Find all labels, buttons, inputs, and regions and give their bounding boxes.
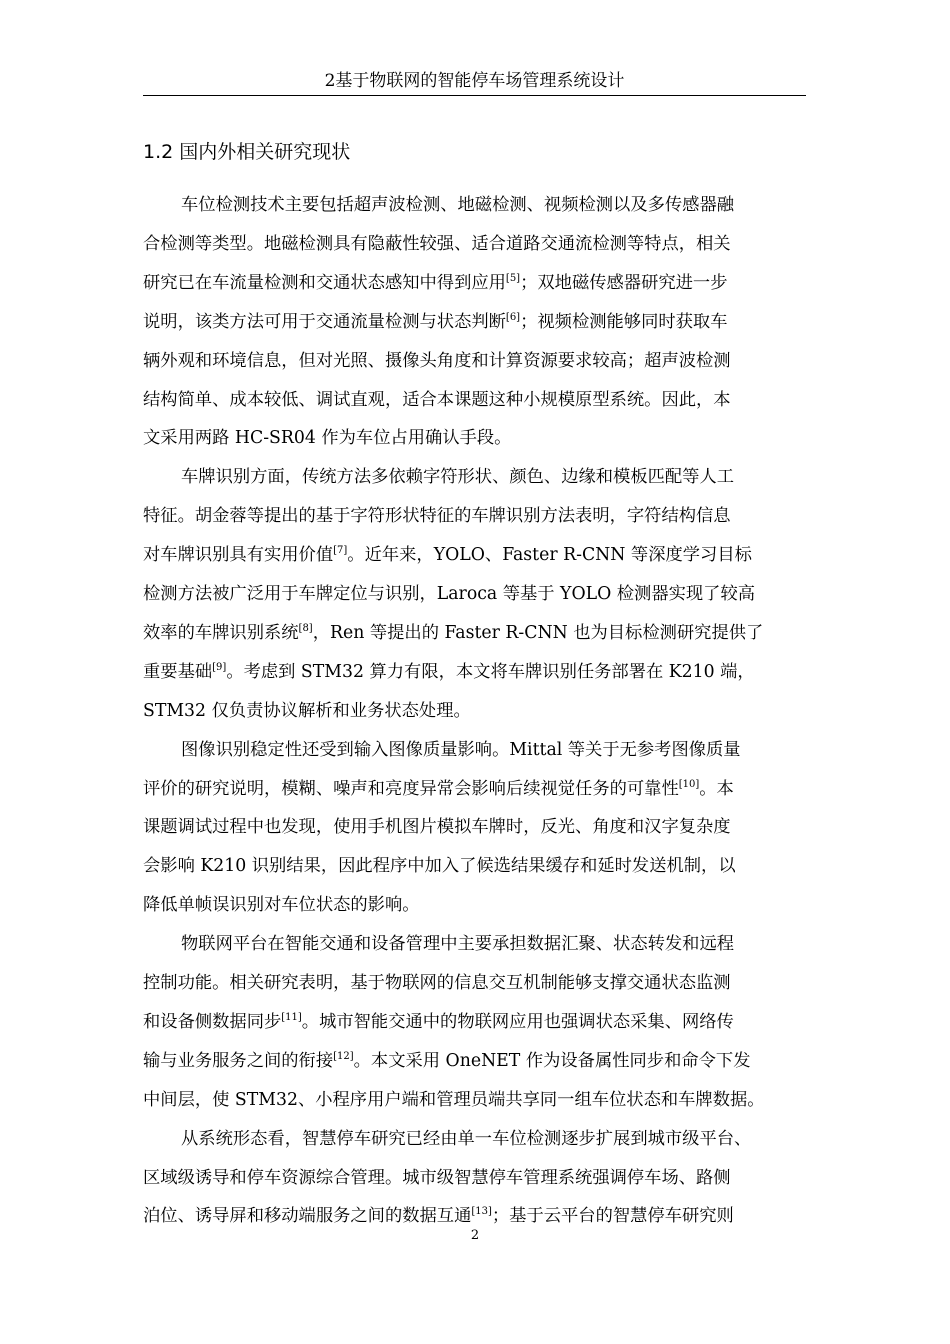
text-segment: 文采用两路 HC-SR04 作为车位占用确认手段。 — [143, 428, 512, 449]
text-segment: 泊位、诱导屏和移动端服务之间的数据互通 — [143, 1206, 472, 1227]
text-line — [143, 885, 420, 925]
text-line — [143, 535, 752, 575]
text-segment: 。本 — [699, 778, 734, 799]
text-line — [181, 924, 734, 964]
text-line — [143, 1002, 734, 1042]
citation-ref: [9] — [212, 661, 227, 673]
text-segment: 检测方法被广泛用于车牌定位与识别，Laroca 等基于 YOLO 检测器实现了较高 — [143, 584, 756, 604]
text-line — [143, 1041, 750, 1081]
text-line — [143, 1158, 731, 1198]
text-line — [143, 302, 727, 342]
text-segment: 说明，该类方法可用于交通流量检测与状态判断 — [143, 311, 506, 332]
text-segment: STM32 仅负责协议解析和业务状态处理。 — [143, 700, 471, 721]
running-header: 2基于物联网的智能停车场管理系统设计 — [324, 71, 625, 91]
text-segment: 会影响 K210 识别结果，因此程序中加入了候选结果缓存和延时发送机制，以 — [143, 856, 736, 877]
text-segment: 和设备侧数据同步 — [143, 1011, 282, 1032]
text-segment: 车牌识别方面，传统方法多依赖字符形状、颜色、边缘和模板匹配等人工 — [181, 467, 735, 488]
text-line — [143, 613, 763, 653]
text-line — [181, 730, 741, 770]
text-line — [143, 652, 755, 692]
citation-ref: [12] — [333, 1050, 354, 1062]
text-line — [143, 807, 731, 847]
text-line — [143, 496, 731, 536]
text-line — [143, 574, 755, 614]
text-segment: 。本文采用 OneNET 作为设备属性同步和命令下发 — [353, 1050, 751, 1071]
text-line — [143, 769, 734, 809]
text-segment: 评价的研究说明，模糊、噪声和亮度异常会影响后续视觉任务的可靠性 — [143, 778, 679, 799]
text-segment: 特征。胡金蓉等提出的基于字符形状特征的车牌识别方法表明，字符结构信息 — [143, 506, 731, 527]
text-segment: 控制功能。相关研究表明，基于物联网的信息交互机制能够支撑交通状态监测 — [143, 973, 731, 993]
page-number: 2 — [470, 1228, 480, 1243]
text-line — [181, 457, 734, 497]
text-segment: 效率的车牌识别系统 — [143, 622, 299, 643]
text-segment: 物联网平台在智能交通和设备管理中主要承担数据汇聚、状态转发和远程 — [181, 934, 735, 955]
text-segment: ，Ren 等提出的 Faster R-CNN 也为目标检测研究提供了 — [312, 622, 764, 643]
text-segment: ；双地磁传感器研究进一步 — [520, 272, 728, 293]
text-line — [143, 846, 736, 886]
text-line — [143, 380, 731, 420]
text-line — [143, 691, 471, 731]
text-segment: 。考虑到 STM32 算力有限，本文将车牌识别任务部署在 K210 端， — [226, 661, 755, 682]
text-segment: 辆外观和环境信息，但对光照、摄像头角度和计算资源要求较高；超声波检测 — [143, 350, 731, 371]
text-segment: ；视频检测能够同时获取车 — [520, 311, 728, 332]
text-line — [143, 418, 511, 458]
text-segment: 输与业务服务之间的衔接 — [143, 1050, 334, 1071]
text-line — [181, 1119, 751, 1159]
text-line — [143, 963, 731, 1003]
text-segment: 车位检测技术主要包括超声波检测、地磁检测、视频检测以及多传感器融 — [181, 195, 735, 215]
text-segment: 研究已在车流量检测和交通状态感知中得到应用 — [143, 272, 506, 293]
text-segment: 中间层，使 STM32、小程序用户端和管理员端共享同一组车位状态和车牌数据。 — [143, 1089, 765, 1110]
text-line — [143, 224, 731, 264]
citation-ref: [13] — [471, 1206, 492, 1218]
text-line — [181, 185, 734, 225]
text-segment: 区域级诱导和停车资源综合管理。城市级智慧停车管理系统强调停车场、路侧 — [143, 1167, 731, 1188]
citation-ref: [5] — [505, 272, 521, 284]
text-segment: 重要基础 — [143, 661, 213, 682]
text-segment: 对车牌识别具有实用价值 — [143, 545, 334, 566]
citation-ref: [6] — [505, 311, 521, 323]
citation-ref: [7] — [333, 545, 348, 557]
text-line — [143, 263, 727, 303]
text-segment: 。近年来，YOLO、Faster R-CNN 等深度学习目标 — [347, 545, 752, 566]
text-segment: ；基于云平台的智慧停车研究则 — [491, 1206, 734, 1227]
header-rule — [143, 95, 806, 96]
section-heading: 1.2 国内外相关研究现状 — [143, 141, 351, 163]
text-line — [143, 1080, 765, 1120]
text-segment: 从系统形态看，智慧停车研究已经由单一车位检测逐步扩展到城市级平台、 — [181, 1128, 752, 1149]
text-segment: 。城市智能交通中的物联网应用也强调状态采集、网络传 — [301, 1011, 734, 1032]
text-segment: 合检测等类型。地磁检测具有隐蔽性较强、适合道路交通流检测等特点，相关 — [143, 233, 731, 254]
text-line — [143, 341, 731, 381]
citation-ref: [10] — [678, 778, 700, 790]
citation-ref: [8] — [298, 622, 313, 634]
text-segment: 结构简单、成本较低、调试直观，适合本课题这种小规模原型系统。因此，本 — [143, 389, 731, 410]
text-segment: 图像识别稳定性还受到输入图像质量影响。Mittal 等关于无参考图像质量 — [181, 739, 741, 760]
citation-ref: [11] — [281, 1011, 302, 1023]
text-segment: 降低单帧误识别对车位状态的影响。 — [143, 895, 420, 916]
text-segment: 课题调试过程中也发现，使用手机图片模拟车牌时，反光、角度和汉字复杂度 — [143, 817, 731, 838]
